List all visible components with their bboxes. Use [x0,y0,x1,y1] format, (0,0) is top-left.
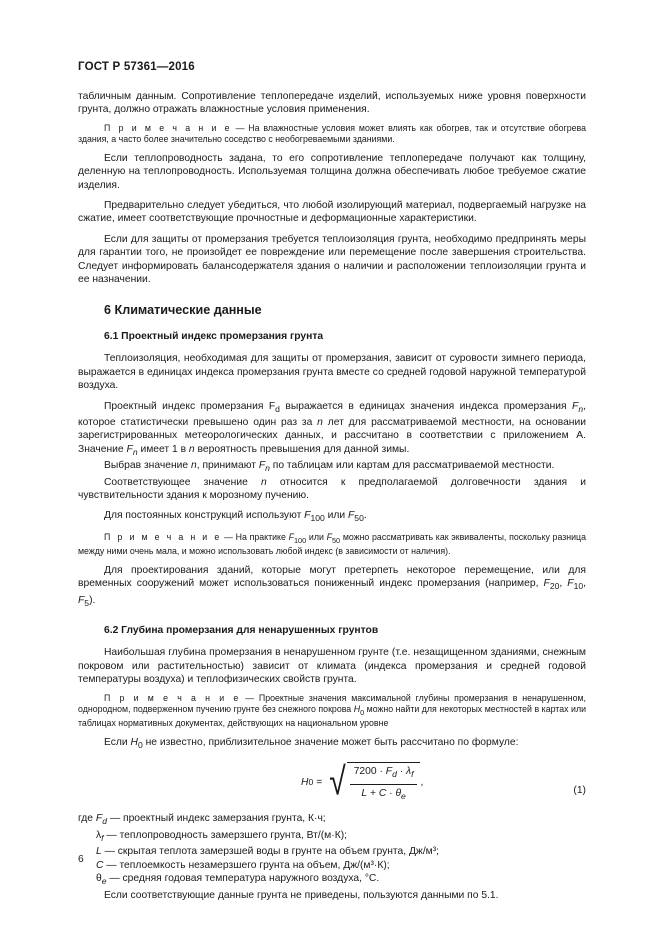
note: П р и м е ч а н и е — Проектные значения максимальной глубины промерзания в ненарушенном, однородном, подверженном пучению грунте без снежного покрова $H_0$ можно найти для некоторых местностей в картах или таблицах нормативных документах, действующих на национальном уровне [78,692,586,729]
paragraph: Соответствующее значение n относится к предполагаемой долговечности здания и чувствительности здания к морозному пучению. [78,476,586,502]
list-item: C — теплоемкость незамерзшего грунта на объем, Дж/(м³·К); [96,859,390,871]
equation-number: (1) [573,785,586,797]
section-title: 6 Климатические данные [104,303,262,318]
list-item: где $F_d$ — проектный индекс замерзания грунта, К·ч; [78,813,326,827]
note: П р и м е ч а н и е — На влажностные условия может влиять как обогрев, так и отсутствие обогрева здания, а часто более значительно соседство с необогреваемыми зданиями. [78,122,586,145]
page-number: 6 [78,854,84,865]
paragraph: Если $H_0$ не известно, приблизительное значение может быть рассчитано по формуле: [104,736,519,750]
page-content [78,90,586,902]
formula: H 0 = √ $\frac{7200 \cdot F_d \cdot \lambda_f}{L + C \cdot \theta_e}$ , (1) [301,760,586,804]
note: П р и м е ч а н и е — На практике $F_{100}$ или $F_{50}$ можно рассматривать как эквиваленты, поскольку разница между ними очень мала, и можно использовать любой индекс (в зависимости от наличия). [78,531,586,557]
list-item: L — скрытая теплота замерзшей воды в грунте на объем грунта, Дж/м³; [96,846,440,858]
paragraph: Если для защиты от промерзания требуется теплоизоляция грунта, необходимо предпринять меры для гарантии того, не произойдет ее повреждение или перемещение после завершения строительства. Следует информировать балансодержателя здания о наличии и расположении теплоизоляции грунта и ее назначении. [78,233,586,286]
paragraph: Предварительно следует убедиться, что любой изолирующий материал, подвергаемый нагрузке на сжатие, имеет соответствующие прочностные и деформационные характеристики. [78,200,586,225]
paragraph: Теплоизоляция, необходимая для защиты от промерзания, зависит от суровости зимнего периода, выражается в единицах индекса промерзания грунта вместе со средней годовой наружной температурой воздуха. [78,353,586,392]
paragraph: Для проектирования зданий, которые могут претерпеть некоторое перемещение, или для временных сооружений может использоваться пониженный индекс промерзания (например, $F_{20}$, $F_{10}$, $F_5$). [78,564,586,608]
list-item: $\lambda_f$ — теплопроводность замерзшего грунта, Вт/(м·К); [96,829,347,843]
paragraph: Проектный индекс промерзания $F_d$ выражается в единицах значения индекса промерзания $F_n$, которое статистически превышено один раз за n лет для рассматриваемой местности, на основании зарегистрированных метеорологических данных, и рассчитано в соответствии с приложением А. Значение $F_n$ имеет 1 в n вероятность превышения для данной зимы. [78,400,586,457]
formula-fraction: $\frac{7200 \cdot F_d \cdot \lambda_f}{L + C \cdot \theta_e}$ [347,762,421,803]
paragraph: Выбрав значение n, принимают $F_n$ по таблицам или картам для рассматриваемой местности. [104,460,555,474]
note-label: П р и м е ч а н и е [104,122,232,133]
subsection-title: 6.1 Проектный индекс промерзания грунта [104,330,324,342]
paragraph: Для постоянных конструкций используют $F_{100}$ или $F_{50}$. [104,510,367,524]
sqrt-symbol: √ [329,760,346,804]
paragraph: Наибольшая глубина промерзания в ненарушенном грунте (т.е. незащищенном зданиями, снежным покровом или растительностью) зависит от климата (индекса промерзания и средней годовой температуры воздуха) и теплофизических свойств грунта. [78,647,586,686]
paragraph: Если теплопроводность задана, то его сопротивление теплопередаче получают как толщину, деленную на теплопроводность. Используемая толщина должна обеспечивать любое требуемое сжатие изделия. [78,152,586,191]
variable-list [78,812,586,902]
paragraph: табличным данным. Сопротивление теплопередаче изделий, используемых ниже уровня поверхности грунта, должно отражать влажностные условия применения. [78,91,586,116]
paragraph: Если соответствующие данные грунта не приведены, пользуются данными по 5.1. [104,889,499,901]
subsection-title: 6.2 Глубина промерзания для ненарушенных грунтов [104,625,379,636]
standard-header: ГОСТ Р 57361—2016 [78,61,195,73]
list-item: $\theta_e$ — средняя годовая температура наружного воздуха, °С. [96,873,380,887]
